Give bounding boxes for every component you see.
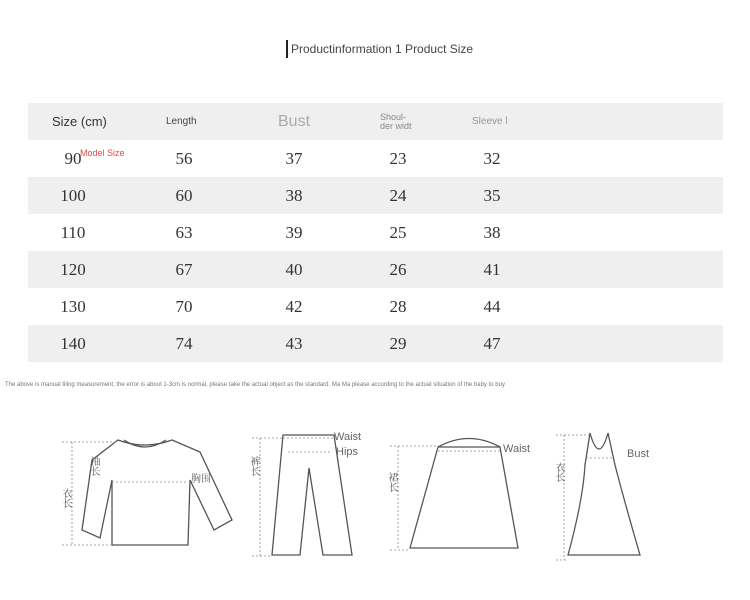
cell-length: 56 — [175, 148, 193, 168]
cell-size: 110 — [60, 222, 86, 242]
cell-bust: 39 — [285, 222, 303, 242]
garment-diagrams — [0, 400, 750, 600]
cell-shoulder: 28 — [389, 296, 407, 316]
skirt-diagram — [410, 447, 518, 548]
cell-size: 140 — [60, 333, 86, 353]
table-row — [28, 177, 723, 214]
header-size: Size (cm) — [52, 114, 107, 129]
cell-sleeve: 38 — [483, 222, 501, 242]
cell-length: 67 — [175, 259, 193, 279]
cell-shoulder: 26 — [389, 259, 407, 279]
cell-length: 70 — [175, 296, 193, 316]
cell-sleeve: 41 — [483, 259, 501, 279]
title-block — [286, 40, 473, 58]
table-header-row — [28, 103, 723, 140]
skirt-length-label: 裙长 — [386, 472, 397, 492]
cell-bust: 43 — [285, 333, 303, 353]
dress-length-label: 衣长 — [553, 462, 564, 482]
table-row — [28, 214, 723, 251]
top-diagram — [82, 440, 232, 545]
title-accent-bar — [286, 40, 288, 58]
page-title: Productinformation 1 Product Size — [291, 42, 474, 56]
cell-shoulder: 24 — [389, 185, 407, 205]
top-bust-label: 胸围 — [191, 474, 211, 485]
cell-sleeve: 32 — [483, 148, 501, 168]
pants-waist-label: Waist — [334, 431, 362, 443]
cell-length: 63 — [175, 222, 193, 242]
size-table — [28, 103, 723, 362]
header-sleeve-length: Sleeve l — [472, 116, 508, 127]
top-sleeve-label: 袖长 — [88, 456, 99, 476]
header-length: Length — [166, 116, 197, 127]
header-shoulder-width — [380, 103, 425, 140]
cell-length: 74 — [175, 333, 193, 353]
cell-length: 60 — [175, 185, 193, 205]
cell-sleeve: 47 — [483, 333, 501, 353]
pants-length-label: 裤长 — [248, 456, 259, 476]
header-shoulder-line: der widt — [380, 120, 412, 131]
cell-shoulder: 29 — [389, 333, 407, 353]
table-row — [28, 288, 723, 325]
model-size-badge: Model Size — [80, 148, 125, 158]
table-row — [28, 251, 723, 288]
dress-bust-label: Bust — [627, 448, 650, 460]
cell-size: 100 — [60, 185, 86, 205]
cell-shoulder: 23 — [389, 148, 407, 168]
measurement-note: The above is manual tiling measurement, the error is about 1-3cm is normal, please take the actual object as the standard. Ma Ma please according to the actual situation of the baby to buy — [5, 382, 505, 388]
table-row — [28, 325, 723, 362]
cell-size: 120 — [60, 259, 86, 279]
cell-shoulder: 25 — [389, 222, 407, 242]
table-row — [28, 140, 723, 177]
cell-size: 130 — [60, 296, 86, 316]
cell-bust: 42 — [285, 296, 303, 316]
skirt-waist-label: Waist — [503, 443, 531, 455]
header-shoulder-line: Shoul- — [380, 111, 407, 122]
cell-sleeve: 35 — [483, 185, 501, 205]
cell-bust: 40 — [285, 259, 303, 279]
cell-bust: 38 — [285, 185, 303, 205]
header-bust: Bust — [278, 112, 311, 130]
cell-size: 90 — [64, 148, 82, 168]
top-length-label: 衣长 — [60, 488, 71, 508]
pants-hips-label: Hips — [336, 446, 359, 458]
cell-sleeve: 44 — [483, 296, 501, 316]
cell-bust: 37 — [285, 148, 303, 168]
